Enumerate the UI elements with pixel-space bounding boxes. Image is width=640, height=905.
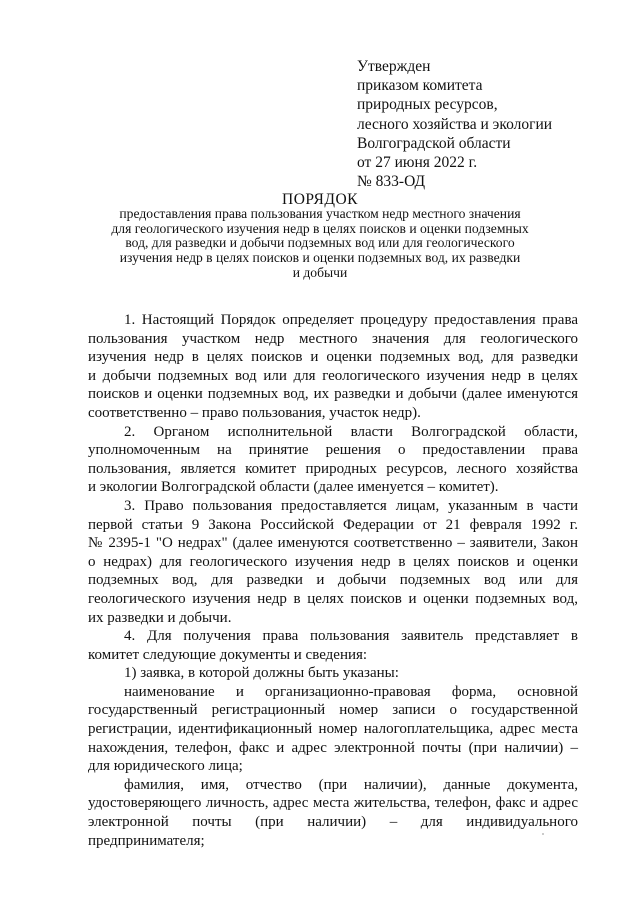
paragraph-2-line: уполномоченным на принятие решения о предоставлении права: [88, 442, 578, 459]
paragraph-1-line: 1. Настоящий Порядок определяет процедуру предоставления права: [124, 312, 578, 328]
paragraph-1-line: изучения недр в целях поисков и оценки подземных вод, для разведки: [88, 349, 578, 366]
legal-entity-line: наименование и организационно-правовая форма, основной: [124, 683, 578, 700]
paragraph-3-line: подземных вод, для разведки и добычи подземных вод или для: [88, 572, 578, 589]
approval-stamp: [357, 57, 617, 191]
legal-entity-line: нахождения, телефон, факс и адрес электронной почты (при наличии) –: [88, 739, 578, 756]
subtitle-line: изучения недр в целях поисков и оценки подземных вод, их разведки: [119, 250, 521, 266]
approval-line: Волгоградской области: [357, 134, 511, 152]
entrepreneur-line: предпринимателя;: [88, 832, 205, 849]
paragraph-2-line: и экологии Волгоградской области (далее именуется – комитет).: [88, 479, 499, 496]
paragraph-1-line: поисков и оценки подземных вод, их разведки и добычи (далее именуются: [88, 386, 578, 403]
legal-entity-line: государственный регистрационный номер записи о государственной: [88, 702, 578, 719]
subtitle-line: вод, для разведки и добычи подземных вод или для геологического: [125, 235, 515, 251]
paragraph-3-line: геологического изучения недр в целях поисков и оценки подземных вод,: [88, 590, 578, 607]
document-subtitle: [80, 207, 560, 281]
scan-speck: [542, 833, 544, 835]
approval-line: природных ресурсов,: [357, 96, 498, 114]
paragraph-2-line: пользования, является комитет природных ресурсов, лесного хозяйства: [88, 460, 578, 477]
document-body: [88, 311, 578, 850]
paragraph-1-line: и добычи подземных вод или для геологического изучения недр в целях: [88, 367, 578, 384]
subitem-1-line: 1) заявка, в которой должны быть указаны:: [124, 665, 399, 682]
paragraph-3-line: 3. Право пользования предоставляется лицам, указанным в части: [124, 497, 578, 514]
legal-entity-line: регистрации, идентификационный номер налогоплательщика, адрес места: [88, 721, 578, 738]
paragraph-1-line: соответственно – право пользования, участок недр).: [88, 404, 421, 421]
subtitle-line: и добычи: [292, 264, 348, 280]
paragraph-3-line: первой статьи 9 Закона Российской Федерации от 21 февраля 1992 г.: [88, 516, 578, 533]
approval-line: Утвержден: [357, 58, 431, 75]
paragraph-3-line: о недрах) для геологического изучения недр в целях поисков и оценки: [88, 553, 578, 570]
paragraph-3-line: их разведки и добычи.: [88, 609, 232, 626]
entrepreneur-line: фамилия, имя, отчество (при наличии), данные документа,: [124, 776, 578, 793]
approval-line: лесного хозяйства и экологии: [357, 115, 553, 133]
subtitle-line: для геологического изучения недр в целях поисков и оценки подземных: [111, 220, 529, 236]
approval-line: приказом комитета: [357, 77, 483, 95]
paragraph-2-line: 2. Органом исполнительной власти Волгоградской области,: [124, 423, 578, 440]
entrepreneur-line: удостоверяющего личность, адрес места жительства, телефон, факс и адрес: [88, 795, 578, 812]
paragraph-3-line: № 2395-1 "О недрах" (далее именуются соответственно – заявители, Закон: [88, 535, 578, 552]
approval-date: от 27 июня 2022 г.: [357, 154, 478, 172]
entrepreneur-line: электронной почты (при наличии) – для индивидуального: [88, 814, 578, 831]
subtitle-line: предоставления права пользования участком недр местного значения: [119, 206, 521, 221]
paragraph-4-line: комитет следующие документы и сведения:: [88, 646, 368, 663]
paragraph-4-line: 4. Для получения права пользования заявитель представляет в: [124, 628, 578, 645]
document-title: ПОРЯДОК: [282, 191, 358, 208]
paragraph-1-line: пользования участком недр местного значения для геологического: [88, 330, 578, 347]
approval-number: № 833-ОД: [357, 173, 426, 191]
legal-entity-line: для юридического лица;: [88, 758, 243, 775]
